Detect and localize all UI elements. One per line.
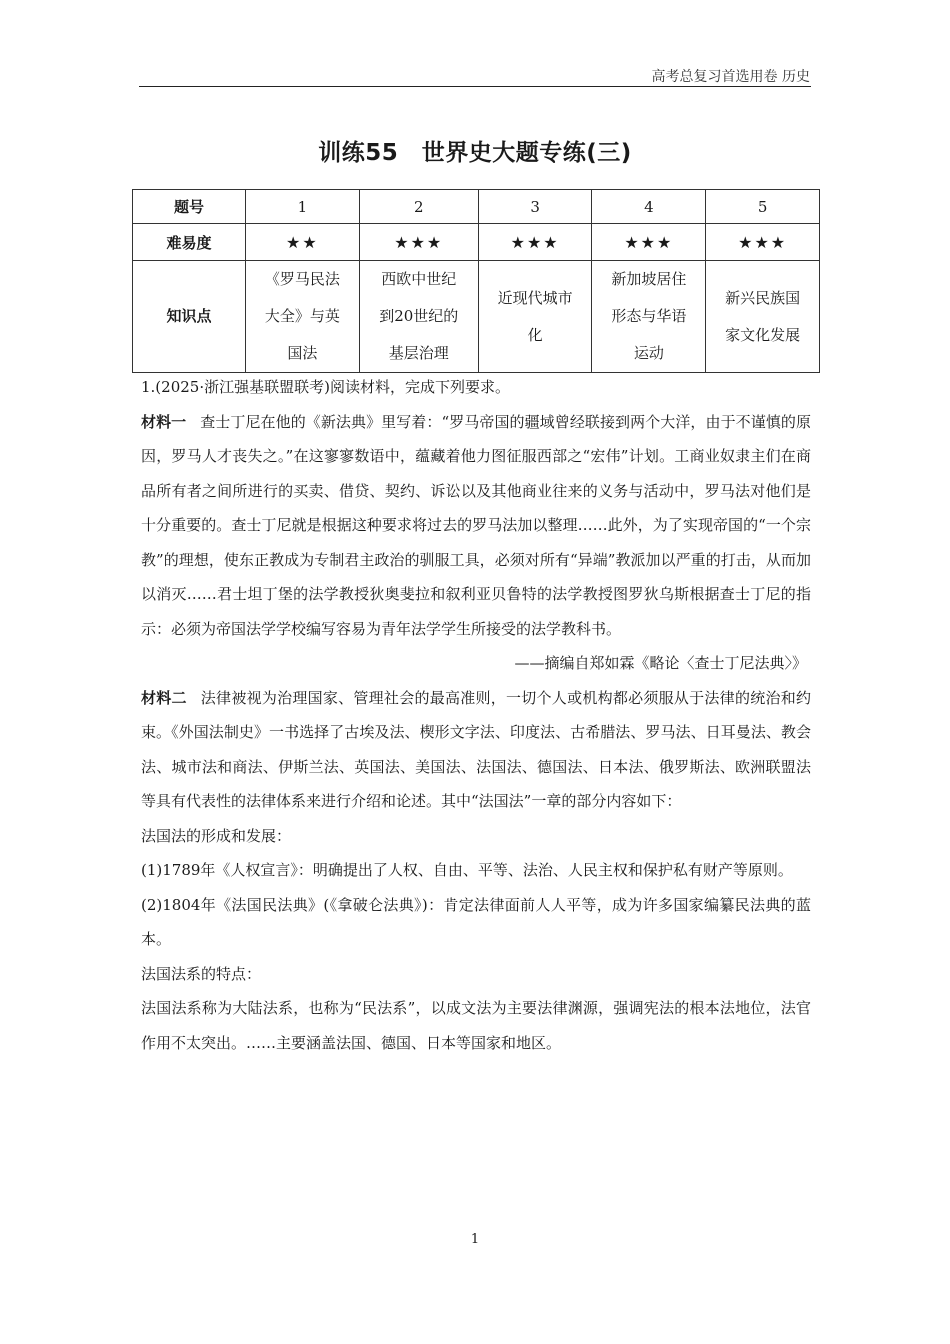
- row-label-difficulty: 难易度: [133, 224, 246, 261]
- material-two-item: 法国法系称为大陆法系，也称为“民法系”，以成文法为主要法律渊源，强调宪法的根本法地位，法官作用不太突出。……主要涵盖法国、德国、日本等国家和地区。: [141, 999, 811, 1052]
- material-two-item: (2)1804年《法国民法典》(《拿破仑法典》)：肯定法律面前人人平等，成为许多国家编纂民法典的蓝本。: [141, 895, 811, 948]
- number-cell: 1: [246, 190, 360, 224]
- header-rule: [139, 86, 811, 87]
- number-cell: 4: [592, 190, 706, 224]
- material-one: [141, 405, 811, 647]
- knowledge-line: 西欧中世纪: [381, 270, 457, 288]
- info-table: [132, 189, 820, 373]
- material-two-subheading: 法国法系的特点：: [141, 964, 262, 983]
- knowledge-cell: [592, 261, 706, 373]
- number-cell: 5: [706, 190, 820, 224]
- number-cell: 2: [359, 190, 478, 224]
- material-one-source: ——摘编自郑如霖《略论〈查士丁尼法典〉》: [514, 654, 807, 672]
- knowledge-line: 到20世纪的: [379, 307, 459, 325]
- table-row-knowledge: [133, 261, 820, 373]
- knowledge-line: 大全》与英: [264, 307, 340, 325]
- table-row-difficulty: [133, 224, 820, 261]
- knowledge-cell: [359, 261, 478, 373]
- knowledge-line: 新加坡居住: [611, 270, 687, 288]
- difficulty-stars: ★★★: [359, 224, 478, 261]
- row-label-knowledge: 知识点: [133, 261, 246, 373]
- page-title: 训练55 世界史大题专练(三): [318, 140, 632, 166]
- question-intro: 1.(2025·浙江强基联盟联考)阅读材料，完成下列要求。: [141, 378, 510, 396]
- material-two-label: 材料二: [141, 688, 187, 707]
- material-two-subheading: 法国法的形成和发展：: [141, 826, 292, 845]
- material-two-item: (1)1789年《人权宣言》：明确提出了人权、自由、平等、法治、人民主权和保护私有财产等原则。: [141, 861, 793, 879]
- knowledge-line: 新兴民族国: [725, 288, 801, 307]
- header-text: 高考总复习首选用卷 历史: [651, 69, 810, 85]
- knowledge-line: 形态与华语: [611, 307, 687, 325]
- material-two-text: 法律被视为治理国家、管理社会的最高准则，一切个人或机构都必须服从于法律的统治和约束。《外国法制史》一书选择了古埃及法、楔形文字法、印度法、古希腊法、罗马法、日耳曼法、教会法、城市法和商法、伊斯兰法、英国法、美国法、法国法、德国法、日本法、俄罗斯法、欧洲联盟法等具有代表性的法律体系来进行介绍和论述。其中“法国法”一章的部分内容如下：: [141, 688, 811, 810]
- material-one-label: 材料一: [141, 412, 187, 431]
- row-label-number: 题号: [133, 190, 246, 224]
- question-content: [141, 370, 811, 1060]
- number-cell: 3: [478, 190, 592, 224]
- page-number: 1: [470, 1232, 480, 1247]
- knowledge-cell: [478, 261, 592, 373]
- knowledge-cell: [246, 261, 360, 373]
- knowledge-line: 化: [527, 325, 543, 344]
- knowledge-cell: [706, 261, 820, 373]
- difficulty-stars: ★★★: [592, 224, 706, 261]
- knowledge-line: 基层治理: [388, 344, 449, 362]
- difficulty-stars: ★★★: [478, 224, 592, 261]
- difficulty-stars: ★★★: [706, 224, 820, 261]
- table-row-number: [133, 190, 820, 224]
- material-two: [141, 681, 811, 819]
- knowledge-line: 近现代城市: [497, 288, 573, 307]
- difficulty-stars: ★★: [246, 224, 360, 261]
- knowledge-line: 国法: [287, 344, 318, 362]
- material-one-text: 查士丁尼在他的《新法典》里写着：“罗马帝国的疆域曾经联接到两个大洋，由于不谨慎的原因，罗马人才丧失之。”在这寥寥数语中，蕴藏着他力图征服西部之“宏伟”计划。工商业奴隶主们在商品所有者之间所进行的买卖、借贷、契约、诉讼以及其他商业往来的义务与活动中，罗马法对他们是十分重要的。查士丁尼就是根据这种要求将过去的罗马法加以整理……此外，为了实现帝国的“一个宗教”的理想，使东正教成为专制君主政治的驯服工具，必须对所有“异端”教派加以严重的打击，从而加以消灭……君士坦丁堡的法学教授狄奥斐拉和叙利亚贝鲁特的法学教授图罗狄乌斯根据查士丁尼的指示：必须为帝国法学学校编写容易为青年法学学生所接受的法学教科书。: [141, 412, 811, 638]
- knowledge-line: 家文化发展: [725, 325, 801, 344]
- knowledge-line: 《罗马民法: [264, 270, 340, 288]
- knowledge-line: 运动: [633, 344, 664, 362]
